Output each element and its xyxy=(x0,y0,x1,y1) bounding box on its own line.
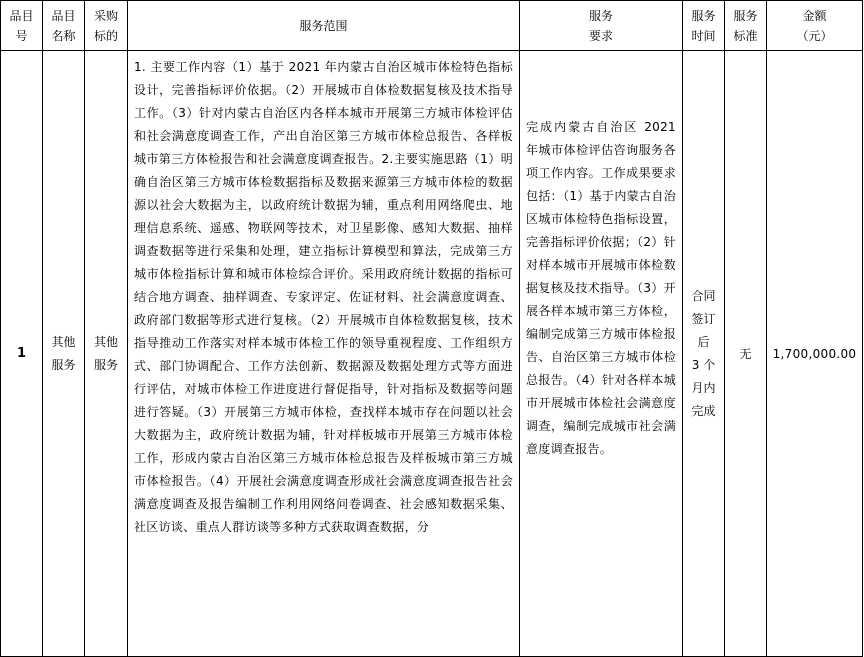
header-service-standard: 服务 标准 xyxy=(725,1,767,51)
cell-item-number: 1 xyxy=(1,51,43,657)
header-row xyxy=(1,1,863,51)
cell-service-requirements: 完成内蒙古自治区 2021 年城市体检评估咨询服务各项工作内容。工作成果要求包括：（1）基于内蒙古自治区城市体检特色指标设置，完善指标评价依据；（2）针对样本城市开展城市体检数据复核及技术指导。（3）开展各样本城市第三方体检，编制完成第三方城市体检报告、自治区第三方城市体检总报告。（4）针对各样本城市开展城市体检社会满意度调查，编制完成城市社会满意度调查报告。 xyxy=(520,51,683,657)
header-service-requirements: 服务 要求 xyxy=(520,1,683,51)
header-item-number: 品目 号 xyxy=(1,1,43,51)
cell-procurement-target: 其他 服务 xyxy=(85,51,128,657)
header-service-scope: 服务范围 xyxy=(128,1,520,51)
header-amount: 金额 （元） xyxy=(767,1,863,51)
cell-service-standard: 无 xyxy=(725,51,767,657)
header-procurement-target: 采购 标的 xyxy=(85,1,128,51)
cell-item-name: 其他 服务 xyxy=(43,51,85,657)
header-service-time: 服务 时间 xyxy=(683,1,725,51)
table-row xyxy=(1,51,863,657)
cell-service-time: 合同 签订 后 3 个 月内 完成 xyxy=(683,51,725,657)
cell-amount: 1,700,000.00 xyxy=(767,51,863,657)
header-item-name: 品目 名称 xyxy=(43,1,85,51)
cell-service-scope: 1. 主要工作内容（1）基于 2021 年内蒙古自治区城市体检特色指标设计，完善指标评价依据。（2）开展城市自体检数据复核及技术指导工作。（3）针对内蒙古自治区内各样本城市开展第三方城市体检评估和社会满意度调查工作，产出自治区第三方城市体检总报告、各样板城市第三方体检报告和社会满意度调查报告。2.主要实施思路（1）明确自治区第三方城市体检数据指标及数据来源第三方城市体检的数据源以社会大数据为主，以政府统计数据为辅，重点利用网络爬虫、地理信息系统、遥感、物联网等技术，对卫星影像、感知大数据、抽样调查数据等进行采集和处理，建立指标计算模型和算法，完成第三方城市体检指标计算和城市体检综合评价。采用政府统计数据的指标可结合地方调查、抽样调查、专家评定、佐证材料、社会满意度调查、政府部门数据等形式进行复核。（2）开展城市自体检数据复核，技术指导推动工作落实对样本城市体检工作的领导重视程度、工作组织方式、部门协调配合、工作方法创新、数据源及数据处理方式等方面进行评估，对城市体检工作进度进行督促指导，针对指标及数据等问题进行答疑。（3）开展第三方城市体检，查找样本城市存在问题以社会大数据为主，政府统计数据为辅，针对样板城市开展第三方城市体检工作，形成内蒙古自治区第三方城市体检总报告及样板城市第三方城市体检报告。（4）开展社会满意度调查形成社会满意度调查报告社会满意度调查及报告编制工作利用网络问卷调查、社会感知数据采集、社区访谈、重点人群访谈等多种方式获取调查数据，分 xyxy=(128,51,520,657)
